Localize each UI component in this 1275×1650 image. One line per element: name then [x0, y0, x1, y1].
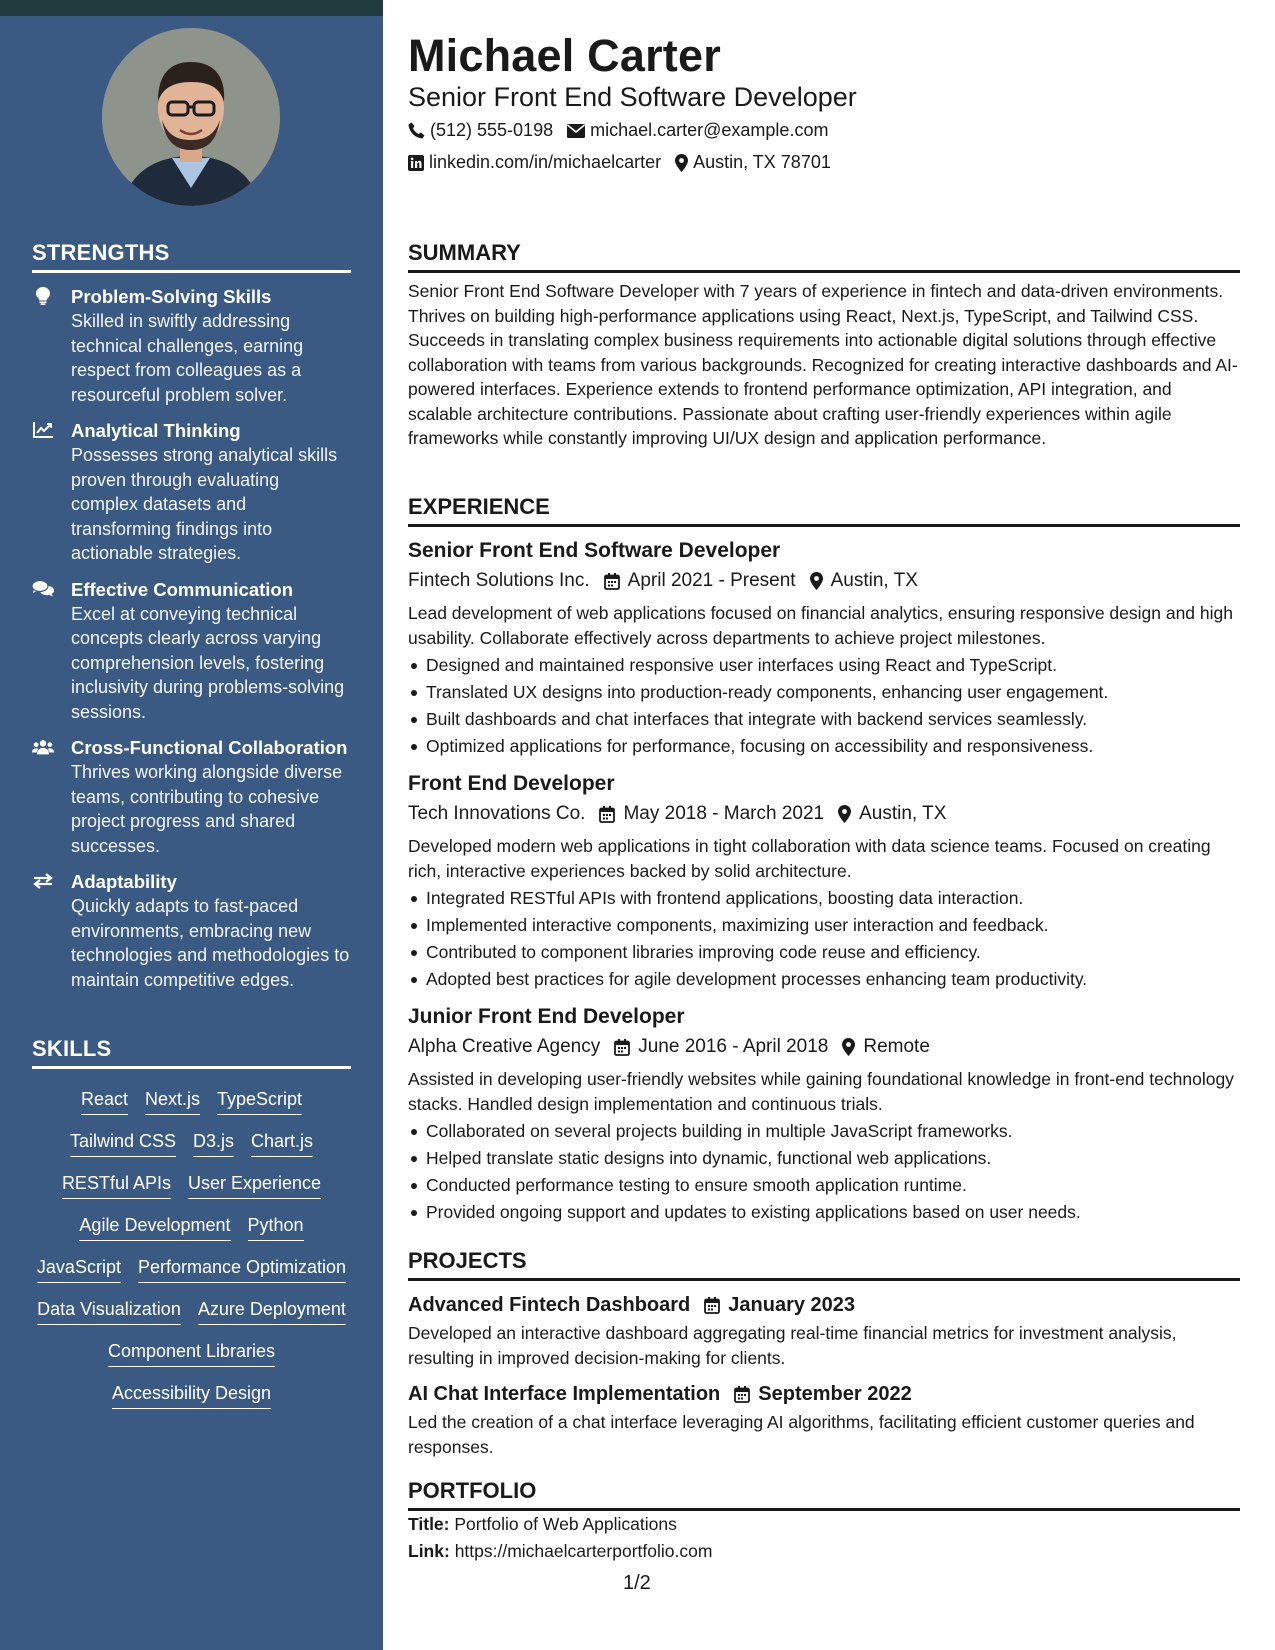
summary-heading: SUMMARY — [408, 240, 1240, 273]
job-bullets — [408, 652, 1240, 760]
strengths-section — [32, 240, 351, 992]
list-item: Contributed to component libraries improving code reuse and efficiency. — [408, 939, 1240, 966]
candidate-name: Michael Carter — [408, 30, 721, 81]
strength-title: Adaptability — [71, 871, 177, 892]
skill-tag: Tailwind CSS — [70, 1129, 176, 1157]
skill-tag: Component Libraries — [108, 1339, 275, 1367]
portfolio-title-label: Title: — [408, 1514, 450, 1534]
skills-heading: SKILLS — [32, 1036, 351, 1069]
portfolio-link-label: Link: — [408, 1541, 450, 1561]
project-title: Advanced Fintech Dashboard — [408, 1294, 691, 1316]
map-pin-icon — [810, 572, 823, 590]
skill-tag: Azure Deployment — [198, 1297, 346, 1325]
envelope-icon — [567, 124, 585, 138]
summary-section — [408, 240, 1240, 451]
calendar-icon — [599, 806, 615, 823]
skill-tag: RESTful APIs — [62, 1171, 171, 1199]
portfolio-title-value: Portfolio of Web Applications — [454, 1514, 677, 1534]
skill-tag: Data Visualization — [37, 1297, 181, 1325]
calendar-icon — [614, 1039, 630, 1056]
skill-tag: TypeScript — [217, 1087, 302, 1115]
calendar-icon — [604, 573, 620, 590]
job-entry — [408, 537, 1240, 760]
job-bullets — [408, 885, 1240, 993]
job-description: Lead development of web applications focused on financial analytics, ensuring responsive design and high usability. Collaborate effectively across departments to achieve project milestones. — [408, 603, 1233, 648]
list-item: Built dashboards and chat interfaces that integrate with backend services seamlessly. — [408, 706, 1240, 733]
strength-title: Cross-Functional Collaboration — [71, 737, 348, 758]
job-company: Fintech Solutions Inc. — [408, 570, 590, 591]
chat-bubbles-icon — [32, 580, 54, 598]
job-dates: May 2018 - March 2021 — [623, 803, 825, 824]
skill-tag: React — [81, 1087, 128, 1115]
skill-tag: Chart.js — [251, 1129, 313, 1157]
list-item: Provided ongoing support and updates to existing applications based on user needs. — [408, 1199, 1240, 1226]
calendar-icon — [704, 1297, 720, 1314]
avatar — [102, 28, 280, 206]
list-item: Adopted best practices for agile development processes enhancing team productivity. — [408, 966, 1240, 993]
job-bullets — [408, 1118, 1240, 1226]
map-pin-icon — [675, 154, 688, 172]
map-pin-icon — [838, 805, 851, 823]
project-title: AI Chat Interface Implementation — [408, 1383, 721, 1405]
job-dates: April 2021 - Present — [627, 570, 796, 591]
projects-section — [408, 1248, 1240, 1459]
list-item: Implemented interactive components, maximizing user interaction and feedback. — [408, 912, 1240, 939]
skill-tag: JavaScript — [37, 1255, 121, 1283]
portfolio-link[interactable]: https://michaelcarterportfolio.com — [454, 1541, 713, 1561]
job-dates: June 2016 - April 2018 — [638, 1036, 829, 1057]
skill-tag: D3.js — [193, 1129, 234, 1157]
strength-item — [32, 578, 351, 725]
skill-tag: Python — [248, 1213, 304, 1241]
line-chart-icon — [32, 421, 54, 439]
strength-title: Problem-Solving Skills — [71, 286, 272, 307]
project-entry — [408, 1380, 1240, 1459]
skills-section — [32, 1036, 351, 1415]
project-date: January 2023 — [728, 1294, 856, 1316]
strength-item — [32, 736, 351, 858]
contact-row — [408, 120, 828, 141]
strength-title: Effective Communication — [71, 578, 294, 600]
job-meta — [408, 1033, 1240, 1061]
list-item: Designed and maintained responsive user interfaces using React and TypeScript. — [408, 652, 1240, 679]
strength-item — [32, 419, 351, 566]
strength-item — [32, 285, 351, 407]
list-item: Collaborated on several projects building in multiple JavaScript frameworks. — [408, 1118, 1240, 1145]
list-item: Integrated RESTful APIs with frontend applications, boosting data interaction. — [408, 885, 1240, 912]
job-entry — [408, 770, 1240, 993]
skill-tag: Accessibility Design — [112, 1381, 271, 1409]
skills-list — [32, 1079, 351, 1415]
list-item: Helped translate static designs into dynamic, functional web applications. — [408, 1145, 1240, 1172]
strength-description: Skilled in swiftly addressing technical challenges, earning respect from colleagues as a resourceful problem solver. — [71, 311, 304, 405]
email-link[interactable]: michael.carter@example.com — [590, 120, 829, 140]
calendar-icon — [734, 1386, 750, 1403]
strength-description: Excel at conveying technical concepts clearly across varying comprehension levels, fostering inclusivity during problems-solving sessions. — [71, 603, 345, 722]
portfolio-title-line — [408, 1511, 1240, 1538]
portfolio-heading: PORTFOLIO — [408, 1478, 1240, 1511]
project-description: Led the creation of a chat interface leveraging AI algorithms, facilitating efficient customer queries and responses. — [408, 1412, 1195, 1457]
strength-description: Thrives working alongside diverse teams, contributing to cohesive project progress and shared successes. — [71, 762, 343, 856]
candidate-role: Senior Front End Software Developer — [408, 82, 857, 112]
page-number: 1/2 — [623, 1572, 651, 1594]
project-description: Developed an interactive dashboard aggregating real-time financial metrics for investment analysis, resulting in improved decision-making for clients. — [408, 1323, 1177, 1368]
job-entry — [408, 1003, 1240, 1226]
strength-description: Quickly adapts to fast-paced environments, embracing new technologies and methodologies to maintain competitive edges. — [71, 896, 350, 990]
skill-tag: Next.js — [145, 1087, 200, 1115]
job-meta — [408, 800, 1240, 828]
job-title: Front End Developer — [408, 772, 615, 795]
project-header — [408, 1291, 1240, 1319]
job-meta — [408, 567, 1240, 595]
project-date: September 2022 — [758, 1383, 912, 1405]
list-item: Conducted performance testing to ensure smooth application runtime. — [408, 1172, 1240, 1199]
list-item: Optimized applications for performance, focusing on accessibility and responsiveness. — [408, 733, 1240, 760]
project-header — [408, 1380, 1240, 1408]
sidebar — [0, 0, 383, 1650]
job-title: Senior Front End Software Developer — [408, 539, 781, 562]
strength-title: Analytical Thinking — [71, 420, 241, 441]
strengths-heading: STRENGTHS — [32, 240, 351, 273]
linkedin-icon — [408, 155, 424, 171]
skill-tag: Performance Optimization — [138, 1255, 346, 1283]
exchange-arrows-icon — [32, 872, 54, 890]
projects-heading: PROJECTS — [408, 1248, 1240, 1281]
list-item: Translated UX designs into production-ready components, enhancing user engagement. — [408, 679, 1240, 706]
job-title: Junior Front End Developer — [408, 1005, 685, 1028]
contact-row — [408, 152, 831, 173]
skill-tag: User Experience — [188, 1171, 321, 1199]
map-pin-icon — [842, 1038, 855, 1056]
lightbulb-icon — [32, 287, 54, 305]
phone-link[interactable]: (512) 555-0198 — [430, 120, 554, 140]
phone-icon — [408, 122, 425, 139]
job-location: Remote — [863, 1036, 930, 1057]
job-description: Developed modern web applications in tight collaboration with data science teams. Focused on creating rich, interactive experiences backed by solid architecture. — [408, 836, 1211, 881]
strength-item — [32, 870, 351, 992]
linkedin-link[interactable]: linkedin.com/in/michaelcarter — [429, 152, 662, 172]
job-company: Tech Innovations Co. — [408, 803, 586, 824]
project-entry — [408, 1291, 1240, 1370]
portfolio-section — [408, 1478, 1240, 1565]
job-company: Alpha Creative Agency — [408, 1036, 601, 1057]
summary-text: Senior Front End Software Developer with 7 years of experience in fintech and data-driven environments. Thrives on building high-performance applications using React, Next.js, TypeScript, and Tailwind CSS. Succeeds in translating complex business requirements into actionable digital solutions through effective collaboration with teams from various backgrounds. Recognized for creating interactive dashboards and AI-powered interfaces. Experience extends to frontend performance optimization, API integration, and scalable architecture contributions. Passionate about crafting user-friendly experiences within agile frameworks while constantly improving UI/UX design and application performance. — [408, 281, 1238, 448]
sidebar-top-bar — [0, 0, 383, 16]
users-icon — [32, 738, 54, 756]
job-description: Assisted in developing user-friendly websites while gaining foundational knowledge in front-end technology stacks. Handled design implementation and continuous trials. — [408, 1069, 1234, 1114]
job-location: Austin, TX — [859, 803, 947, 824]
skill-tag: Agile Development — [79, 1213, 230, 1241]
profile-photo — [102, 28, 280, 206]
experience-section — [408, 494, 1240, 1226]
strength-description: Possesses strong analytical skills proven through evaluating complex datasets and transforming findings into actionable strategies. — [71, 445, 338, 563]
location-text: Austin, TX 78701 — [693, 152, 831, 172]
job-location: Austin, TX — [830, 570, 918, 591]
experience-heading: EXPERIENCE — [408, 494, 1240, 527]
portfolio-link-line — [408, 1538, 1240, 1565]
